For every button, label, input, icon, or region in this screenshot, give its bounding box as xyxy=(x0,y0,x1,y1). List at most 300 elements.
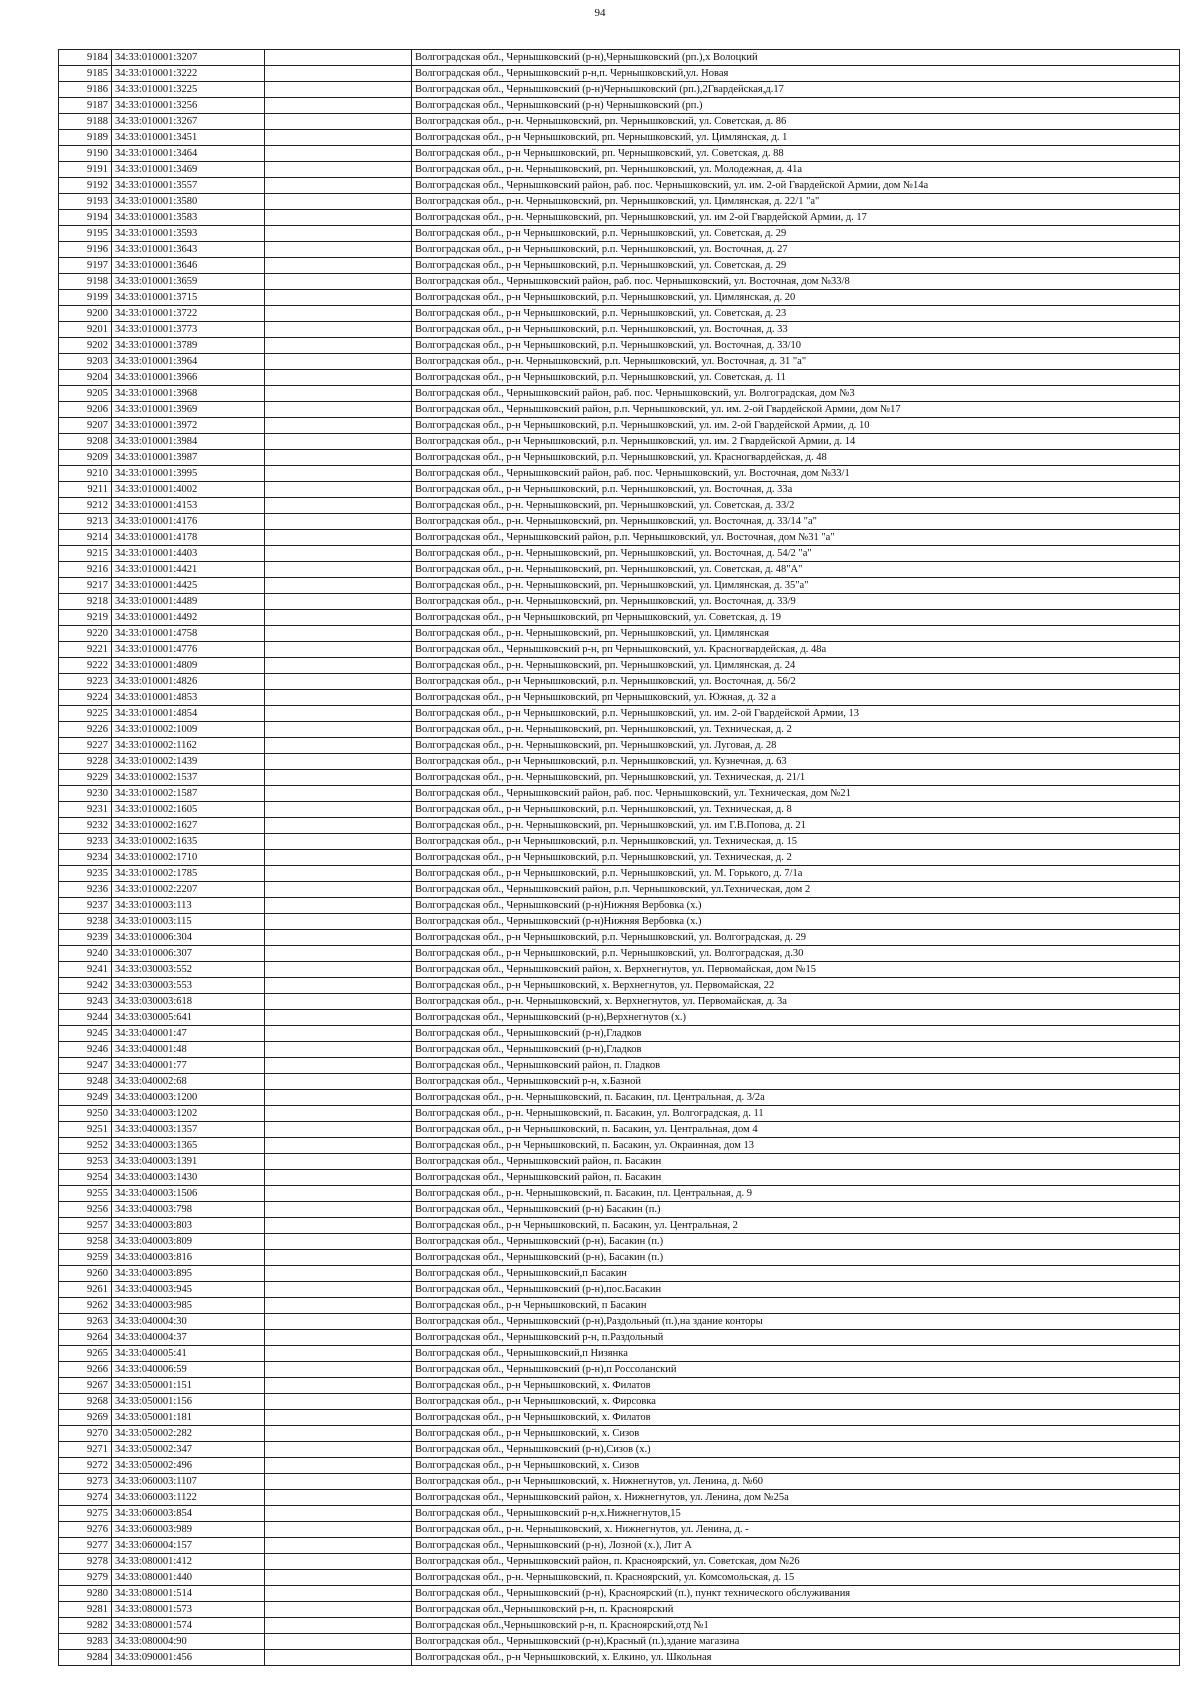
table-row xyxy=(59,946,1180,962)
cadastral-number: 34:33:010001:4853 xyxy=(112,690,265,706)
table-row xyxy=(59,1586,1180,1602)
cadastral-number: 34:33:010001:3267 xyxy=(112,114,265,130)
address: Волгоградская обл., Чернышковский район, п. Гладков xyxy=(412,1058,1180,1074)
empty-cell xyxy=(265,370,412,386)
empty-cell xyxy=(265,1234,412,1250)
empty-cell xyxy=(265,1058,412,1074)
cadastral-number: 34:33:080001:412 xyxy=(112,1554,265,1570)
row-number: 9194 xyxy=(59,210,112,226)
row-number: 9245 xyxy=(59,1026,112,1042)
empty-cell xyxy=(265,1474,412,1490)
table-row xyxy=(59,978,1180,994)
cadastral-number: 34:33:040004:30 xyxy=(112,1314,265,1330)
empty-cell xyxy=(265,530,412,546)
cadastral-number: 34:33:010002:1605 xyxy=(112,802,265,818)
address: Волгоградская обл., р-н Чернышковский, рп Чернышковский, ул. Южная, д. 32 а xyxy=(412,690,1180,706)
row-number: 9247 xyxy=(59,1058,112,1074)
cadastral-number: 34:33:010002:1785 xyxy=(112,866,265,882)
row-number: 9185 xyxy=(59,66,112,82)
table-row xyxy=(59,642,1180,658)
table-row xyxy=(59,498,1180,514)
row-number: 9200 xyxy=(59,306,112,322)
table-row xyxy=(59,1442,1180,1458)
empty-cell xyxy=(265,802,412,818)
empty-cell xyxy=(265,82,412,98)
cadastral-number: 34:33:040003:1391 xyxy=(112,1154,265,1170)
empty-cell xyxy=(265,1218,412,1234)
row-number: 9236 xyxy=(59,882,112,898)
table-row xyxy=(59,1314,1180,1330)
row-number: 9195 xyxy=(59,226,112,242)
row-number: 9270 xyxy=(59,1426,112,1442)
empty-cell xyxy=(265,1410,412,1426)
cadastral-number: 34:33:010001:4176 xyxy=(112,514,265,530)
cadastral-number: 34:33:010001:4492 xyxy=(112,610,265,626)
empty-cell xyxy=(265,1122,412,1138)
row-number: 9269 xyxy=(59,1410,112,1426)
table-row xyxy=(59,1026,1180,1042)
address: Волгоградская обл., р-н. Чернышковский, р.п. Чернышковский, ул. Восточная, д. 31 "а" xyxy=(412,354,1180,370)
table-row xyxy=(59,322,1180,338)
cadastral-number: 34:33:030003:552 xyxy=(112,962,265,978)
row-number: 9199 xyxy=(59,290,112,306)
empty-cell xyxy=(265,594,412,610)
table-row xyxy=(59,1490,1180,1506)
empty-cell xyxy=(265,562,412,578)
address: Волгоградская обл., р-н. Чернышковский, п. Басакин, ул. Волгоградская, д. 11 xyxy=(412,1106,1180,1122)
cadastral-number: 34:33:060004:157 xyxy=(112,1538,265,1554)
empty-cell xyxy=(265,1042,412,1058)
cadastral-number: 34:33:060003:854 xyxy=(112,1506,265,1522)
address: Волгоградская обл., р-н Чернышковский, х. Фирсовка xyxy=(412,1394,1180,1410)
address: Волгоградская обл., р-н Чернышковский, р.п. Чернышковский, ул. Красногвардейская, д. 48 xyxy=(412,450,1180,466)
row-number: 9223 xyxy=(59,674,112,690)
cadastral-number: 34:33:010001:3222 xyxy=(112,66,265,82)
empty-cell xyxy=(265,1138,412,1154)
address: Волгоградская обл., р-н Чернышковский, р.п. Чернышковский, ул. им. 2 Гвардейской Армии, д. 14 xyxy=(412,434,1180,450)
cadastral-number: 34:33:050001:181 xyxy=(112,1410,265,1426)
address: Волгоградская обл.,Чернышковский р-н, п. Красноярский xyxy=(412,1602,1180,1618)
cadastral-number: 34:33:040003:816 xyxy=(112,1250,265,1266)
table-row xyxy=(59,418,1180,434)
address: Волгоградская обл., р-н Чернышковский, х. Филатов xyxy=(412,1410,1180,1426)
address: Волгоградская обл., Чернышковский (р-н),Сизов (х.) xyxy=(412,1442,1180,1458)
cadastral-number: 34:33:010001:3557 xyxy=(112,178,265,194)
empty-cell xyxy=(265,818,412,834)
address: Волгоградская обл., р-н. Чернышковский, рп. Чернышковский, ул. им 2-ой Гвардейской Армии, д. 17 xyxy=(412,210,1180,226)
row-number: 9216 xyxy=(59,562,112,578)
address: Волгоградская обл., Чернышковский (р-н),п Россоланский xyxy=(412,1362,1180,1378)
table-row xyxy=(59,1554,1180,1570)
table-row xyxy=(59,1138,1180,1154)
table-row xyxy=(59,578,1180,594)
cadastral-number: 34:33:010001:3646 xyxy=(112,258,265,274)
empty-cell xyxy=(265,178,412,194)
row-number: 9222 xyxy=(59,658,112,674)
address: Волгоградская обл., р-н Чернышковский, р.п. Чернышковский, ул. М. Горького, д. 7/1а xyxy=(412,866,1180,882)
address: Волгоградская обл., р-н Чернышковский, р.п. Чернышковский, ул. Волгоградская, д. 29 xyxy=(412,930,1180,946)
address: Волгоградская обл., р-н Чернышковский, р.п. Чернышковский, ул. Восточная, д. 33а xyxy=(412,482,1180,498)
cadastral-number: 34:33:010001:4403 xyxy=(112,546,265,562)
table-row xyxy=(59,1474,1180,1490)
row-number: 9263 xyxy=(59,1314,112,1330)
row-number: 9190 xyxy=(59,146,112,162)
address: Волгоградская обл., р-н Чернышковский, р.п. Чернышковский, ул. Советская, д. 29 xyxy=(412,226,1180,242)
address: Волгоградская обл., Чернышковский (р-н) Басакин (п.) xyxy=(412,1202,1180,1218)
cadastral-number: 34:33:010001:3593 xyxy=(112,226,265,242)
table-row xyxy=(59,450,1180,466)
table-row xyxy=(59,354,1180,370)
table-row xyxy=(59,658,1180,674)
cadastral-number: 34:33:010006:307 xyxy=(112,946,265,962)
address: Волгоградская обл., р-н Чернышковский, х. Нижнегнутов, ул. Ленина, д. №60 xyxy=(412,1474,1180,1490)
empty-cell xyxy=(265,1378,412,1394)
cadastral-number: 34:33:040002:68 xyxy=(112,1074,265,1090)
row-number: 9240 xyxy=(59,946,112,962)
address: Волгоградская обл., Чернышковский (р-н), Красноярский (п.), пункт технического обслуживания xyxy=(412,1586,1180,1602)
row-number: 9272 xyxy=(59,1458,112,1474)
table-row xyxy=(59,1362,1180,1378)
table-row xyxy=(59,1378,1180,1394)
cadastral-number: 34:33:080001:573 xyxy=(112,1602,265,1618)
table-row xyxy=(59,802,1180,818)
empty-cell xyxy=(265,1458,412,1474)
address: Волгоградская обл., р-н Чернышковский, р.п. Чернышковский, ул. Восточная, д. 27 xyxy=(412,242,1180,258)
table-row xyxy=(59,1394,1180,1410)
cadastral-number: 34:33:010006:304 xyxy=(112,930,265,946)
address: Волгоградская обл., Чернышковский (р-н), Басакин (п.) xyxy=(412,1234,1180,1250)
table-row xyxy=(59,1602,1180,1618)
table-row xyxy=(59,898,1180,914)
row-number: 9234 xyxy=(59,850,112,866)
address: Волгоградская обл., р-н. Чернышковский, п. Басакин, пл. Центральная, д. 3/2а xyxy=(412,1090,1180,1106)
cadastral-number: 34:33:080001:574 xyxy=(112,1618,265,1634)
cadastral-number: 34:33:010003:115 xyxy=(112,914,265,930)
address: Волгоградская обл., Чернышковский (р-н), Лозной (х.), Лит А xyxy=(412,1538,1180,1554)
row-number: 9275 xyxy=(59,1506,112,1522)
table-row xyxy=(59,1618,1180,1634)
empty-cell xyxy=(265,386,412,402)
cadastral-number: 34:33:050001:151 xyxy=(112,1378,265,1394)
empty-cell xyxy=(265,1426,412,1442)
empty-cell xyxy=(265,514,412,530)
table-row xyxy=(59,1634,1180,1650)
address: Волгоградская обл., р-н Чернышковский, р.п. Чернышковский, ул. Техническая, д. 2 xyxy=(412,850,1180,866)
empty-cell xyxy=(265,770,412,786)
address: Волгоградская обл., р-н. Чернышковский, рп. Чернышковский, ул. Восточная, д. 54/2 "а" xyxy=(412,546,1180,562)
empty-cell xyxy=(265,866,412,882)
address: Волгоградская обл., р-н Чернышковский, р.п. Чернышковский, ул. Советская, д. 11 xyxy=(412,370,1180,386)
row-number: 9265 xyxy=(59,1346,112,1362)
address: Волгоградская обл., р-н. Чернышковский, рп. Чернышковский, ул. Техническая, д. 21/1 xyxy=(412,770,1180,786)
row-number: 9276 xyxy=(59,1522,112,1538)
cadastral-number: 34:33:010002:1635 xyxy=(112,834,265,850)
row-number: 9280 xyxy=(59,1586,112,1602)
row-number: 9207 xyxy=(59,418,112,434)
address: Волгоградская обл., Чернышковский район, п. Красноярский, ул. Советская, дом №26 xyxy=(412,1554,1180,1570)
table-row xyxy=(59,66,1180,82)
row-number: 9193 xyxy=(59,194,112,210)
empty-cell xyxy=(265,914,412,930)
empty-cell xyxy=(265,114,412,130)
address: Волгоградская обл., р-н. Чернышковский, п. Красноярский, ул. Комсомольская, д. 15 xyxy=(412,1570,1180,1586)
row-number: 9237 xyxy=(59,898,112,914)
empty-cell xyxy=(265,450,412,466)
cadastral-number: 34:33:040005:41 xyxy=(112,1346,265,1362)
row-number: 9243 xyxy=(59,994,112,1010)
table-row xyxy=(59,594,1180,610)
empty-cell xyxy=(265,546,412,562)
address: Волгоградская обл., Чернышковский (р-н),Гладков xyxy=(412,1042,1180,1058)
row-number: 9197 xyxy=(59,258,112,274)
cadastral-number: 34:33:040003:798 xyxy=(112,1202,265,1218)
table-row xyxy=(59,626,1180,642)
cadastral-number: 34:33:060003:989 xyxy=(112,1522,265,1538)
table-row xyxy=(59,1506,1180,1522)
empty-cell xyxy=(265,1522,412,1538)
table-row xyxy=(59,1250,1180,1266)
table-row xyxy=(59,114,1180,130)
row-number: 9261 xyxy=(59,1282,112,1298)
row-number: 9238 xyxy=(59,914,112,930)
cadastral-number: 34:33:010001:3580 xyxy=(112,194,265,210)
table-row xyxy=(59,1122,1180,1138)
cadastral-number: 34:33:010001:3972 xyxy=(112,418,265,434)
cadastral-number: 34:33:040003:1202 xyxy=(112,1106,265,1122)
empty-cell xyxy=(265,322,412,338)
table-row xyxy=(59,1330,1180,1346)
empty-cell xyxy=(265,466,412,482)
cadastral-number: 34:33:040003:895 xyxy=(112,1266,265,1282)
cadastral-number: 34:33:010001:3583 xyxy=(112,210,265,226)
address: Волгоградская обл., р-н Чернышковский, р.п. Чернышковский, ул. Восточная, д. 33 xyxy=(412,322,1180,338)
row-number: 9232 xyxy=(59,818,112,834)
row-number: 9252 xyxy=(59,1138,112,1154)
empty-cell xyxy=(265,1314,412,1330)
cadastral-number: 34:33:040003:985 xyxy=(112,1298,265,1314)
table-row xyxy=(59,1202,1180,1218)
row-number: 9205 xyxy=(59,386,112,402)
address: Волгоградская обл., р-н Чернышковский, р.п. Чернышковский, ул. Цимлянская, д. 20 xyxy=(412,290,1180,306)
table-row xyxy=(59,610,1180,626)
row-number: 9218 xyxy=(59,594,112,610)
cadastral-number: 34:33:010002:1162 xyxy=(112,738,265,754)
address: Волгоградская обл., р-н Чернышковский, р.п. Чернышковский, ул. им. 2-ой Гвардейской Армии, д. 10 xyxy=(412,418,1180,434)
table-row xyxy=(59,530,1180,546)
empty-cell xyxy=(265,66,412,82)
empty-cell xyxy=(265,1506,412,1522)
table-row xyxy=(59,1458,1180,1474)
empty-cell xyxy=(265,274,412,290)
empty-cell xyxy=(265,610,412,626)
row-number: 9219 xyxy=(59,610,112,626)
cadastral-number: 34:33:040003:1200 xyxy=(112,1090,265,1106)
row-number: 9208 xyxy=(59,434,112,450)
address: Волгоградская обл., Чернышковский р-н, п.Раздольный xyxy=(412,1330,1180,1346)
table-row xyxy=(59,1346,1180,1362)
row-number: 9244 xyxy=(59,1010,112,1026)
cadastral-number: 34:33:010001:3722 xyxy=(112,306,265,322)
page-number: 94 xyxy=(594,7,606,19)
row-number: 9246 xyxy=(59,1042,112,1058)
table-row xyxy=(59,1106,1180,1122)
empty-cell xyxy=(265,1442,412,1458)
row-number: 9278 xyxy=(59,1554,112,1570)
empty-cell xyxy=(265,1394,412,1410)
cadastral-number: 34:33:040006:59 xyxy=(112,1362,265,1378)
table-row xyxy=(59,1218,1180,1234)
address: Волгоградская обл., Чернышковский (р-н),Чернышковский (рп.),х Волоцкий xyxy=(412,50,1180,66)
empty-cell xyxy=(265,1586,412,1602)
empty-cell xyxy=(265,834,412,850)
address: Волгоградская обл., р-н. Чернышковский, рп. Чернышковский, ул. Советская, д. 48"А" xyxy=(412,562,1180,578)
cadastral-number: 34:33:010001:4826 xyxy=(112,674,265,690)
row-number: 9251 xyxy=(59,1122,112,1138)
cadastral-number: 34:33:010001:4809 xyxy=(112,658,265,674)
row-number: 9220 xyxy=(59,626,112,642)
cadastral-number: 34:33:010001:4178 xyxy=(112,530,265,546)
empty-cell xyxy=(265,1074,412,1090)
address: Волгоградская обл., Чернышковский район, р.п. Чернышковский, ул. им. 2-ой Гвардейской Армии, дом №17 xyxy=(412,402,1180,418)
row-number: 9279 xyxy=(59,1570,112,1586)
table-row xyxy=(59,818,1180,834)
empty-cell xyxy=(265,1330,412,1346)
address: Волгоградская обл., р-н. Чернышковский, рп. Чернышковский, ул. Советская, д. 86 xyxy=(412,114,1180,130)
row-number: 9256 xyxy=(59,1202,112,1218)
address: Волгоградская обл., р-н Чернышковский, рп. Чернышковский, ул. Советская, д. 88 xyxy=(412,146,1180,162)
cadastral-number: 34:33:010002:1439 xyxy=(112,754,265,770)
cadastral-number: 34:33:010001:4776 xyxy=(112,642,265,658)
table-row xyxy=(59,1010,1180,1026)
address: Волгоградская обл., р-н Чернышковский, р.п. Чернышковский, ул. Восточная, д. 33/10 xyxy=(412,338,1180,354)
address: Волгоградская обл., р-н. Чернышковский, рп. Чернышковский, ул. Цимлянская, д. 35"а" xyxy=(412,578,1180,594)
address: Волгоградская обл., Чернышковский (р-н),Раздольный (п.),на здание конторы xyxy=(412,1314,1180,1330)
empty-cell xyxy=(265,1298,412,1314)
cadastral-number: 34:33:050002:282 xyxy=(112,1426,265,1442)
address: Волгоградская обл., р-н Чернышковский, п Басакин xyxy=(412,1298,1180,1314)
empty-cell xyxy=(265,1618,412,1634)
table-row xyxy=(59,146,1180,162)
row-number: 9257 xyxy=(59,1218,112,1234)
row-number: 9284 xyxy=(59,1650,112,1666)
empty-cell xyxy=(265,130,412,146)
table-row xyxy=(59,962,1180,978)
row-number: 9225 xyxy=(59,706,112,722)
address: Волгоградская обл., Чернышковский (р-н),Верхнегнутов (х.) xyxy=(412,1010,1180,1026)
row-number: 9196 xyxy=(59,242,112,258)
empty-cell xyxy=(265,962,412,978)
address: Волгоградская обл., Чернышковский р-н,х.Нижнегнутов,15 xyxy=(412,1506,1180,1522)
cadastral-number: 34:33:040003:1506 xyxy=(112,1186,265,1202)
empty-cell xyxy=(265,1202,412,1218)
empty-cell xyxy=(265,1362,412,1378)
cadastral-number: 34:33:010001:3464 xyxy=(112,146,265,162)
empty-cell xyxy=(265,434,412,450)
row-number: 9273 xyxy=(59,1474,112,1490)
table-row xyxy=(59,50,1180,66)
table-row xyxy=(59,1170,1180,1186)
table-row xyxy=(59,1522,1180,1538)
table-row xyxy=(59,1074,1180,1090)
empty-cell xyxy=(265,1266,412,1282)
row-number: 9217 xyxy=(59,578,112,594)
cadastral-number: 34:33:010001:3995 xyxy=(112,466,265,482)
address: Волгоградская обл., Чернышковский (р-н),Красный (п.),здание магазина xyxy=(412,1634,1180,1650)
cadastral-number: 34:33:040003:1365 xyxy=(112,1138,265,1154)
cadastral-number: 34:33:010001:4758 xyxy=(112,626,265,642)
address: Волгоградская обл., р-н. Чернышковский, рп. Чернышковский, ул. Цимлянская, д. 22/1 "а" xyxy=(412,194,1180,210)
empty-cell xyxy=(265,658,412,674)
table-row xyxy=(59,1426,1180,1442)
row-number: 9266 xyxy=(59,1362,112,1378)
address: Волгоградская обл., Чернышковский район, р.п. Чернышковский, ул. Восточная, дом №31 "а" xyxy=(412,530,1180,546)
address: Волгоградская обл., Чернышковский (р-н),пос.Басакин xyxy=(412,1282,1180,1298)
row-number: 9260 xyxy=(59,1266,112,1282)
address: Волгоградская обл., Чернышковский район, р.п. Чернышковский, ул.Техническая, дом 2 xyxy=(412,882,1180,898)
address: Волгоградская обл.,Чернышковский р-н, п. Красноярский,отд №1 xyxy=(412,1618,1180,1634)
row-number: 9226 xyxy=(59,722,112,738)
row-number: 9249 xyxy=(59,1090,112,1106)
empty-cell xyxy=(265,1554,412,1570)
cadastral-number: 34:33:040001:77 xyxy=(112,1058,265,1074)
empty-cell xyxy=(265,498,412,514)
empty-cell xyxy=(265,1106,412,1122)
cadastral-number: 34:33:010002:2207 xyxy=(112,882,265,898)
address: Волгоградская обл., Чернышковский район, х. Нижнегнутов, ул. Ленина, дом №25а xyxy=(412,1490,1180,1506)
address: Волгоградская обл., р-н. Чернышковский, рп. Чернышковский, ул. Советская, д. 33/2 xyxy=(412,498,1180,514)
row-number: 9224 xyxy=(59,690,112,706)
row-number: 9277 xyxy=(59,1538,112,1554)
cadastral-number: 34:33:080001:440 xyxy=(112,1570,265,1586)
table-row xyxy=(59,674,1180,690)
address: Волгоградская обл., р-н Чернышковский, х. Верхнегнутов, ул. Первомайская, 22 xyxy=(412,978,1180,994)
empty-cell xyxy=(265,98,412,114)
cadastral-number: 34:33:040003:1430 xyxy=(112,1170,265,1186)
row-number: 9231 xyxy=(59,802,112,818)
table-row xyxy=(59,738,1180,754)
table-row xyxy=(59,1538,1180,1554)
table-row xyxy=(59,690,1180,706)
table-row xyxy=(59,82,1180,98)
address: Волгоградская обл., Чернышковский,п Басакин xyxy=(412,1266,1180,1282)
cadastral-number: 34:33:010001:4153 xyxy=(112,498,265,514)
row-number: 9283 xyxy=(59,1634,112,1650)
cadastral-number: 34:33:030003:618 xyxy=(112,994,265,1010)
cadastral-number: 34:33:010001:3773 xyxy=(112,322,265,338)
address: Волгоградская обл., р-н. Чернышковский, рп. Чернышковский, ул. Техническая, д. 2 xyxy=(412,722,1180,738)
empty-cell xyxy=(265,626,412,642)
address: Волгоградская обл., р-н. Чернышковский, рп. Чернышковский, ул. Восточная, д. 33/14 "а" xyxy=(412,514,1180,530)
table-row xyxy=(59,1186,1180,1202)
empty-cell xyxy=(265,194,412,210)
table-row xyxy=(59,1090,1180,1106)
empty-cell xyxy=(265,1570,412,1586)
table-row xyxy=(59,882,1180,898)
table-row xyxy=(59,1042,1180,1058)
cadastral-number: 34:33:060003:1107 xyxy=(112,1474,265,1490)
address: Волгоградская обл., Чернышковский (р-н), Басакин (п.) xyxy=(412,1250,1180,1266)
table-row xyxy=(59,370,1180,386)
cadastral-number: 34:33:010001:3207 xyxy=(112,50,265,66)
empty-cell xyxy=(265,1282,412,1298)
row-number: 9268 xyxy=(59,1394,112,1410)
cadastral-number: 34:33:010002:1710 xyxy=(112,850,265,866)
cadastral-number: 34:33:040001:47 xyxy=(112,1026,265,1042)
row-number: 9262 xyxy=(59,1298,112,1314)
row-number: 9215 xyxy=(59,546,112,562)
table-row xyxy=(59,546,1180,562)
empty-cell xyxy=(265,162,412,178)
